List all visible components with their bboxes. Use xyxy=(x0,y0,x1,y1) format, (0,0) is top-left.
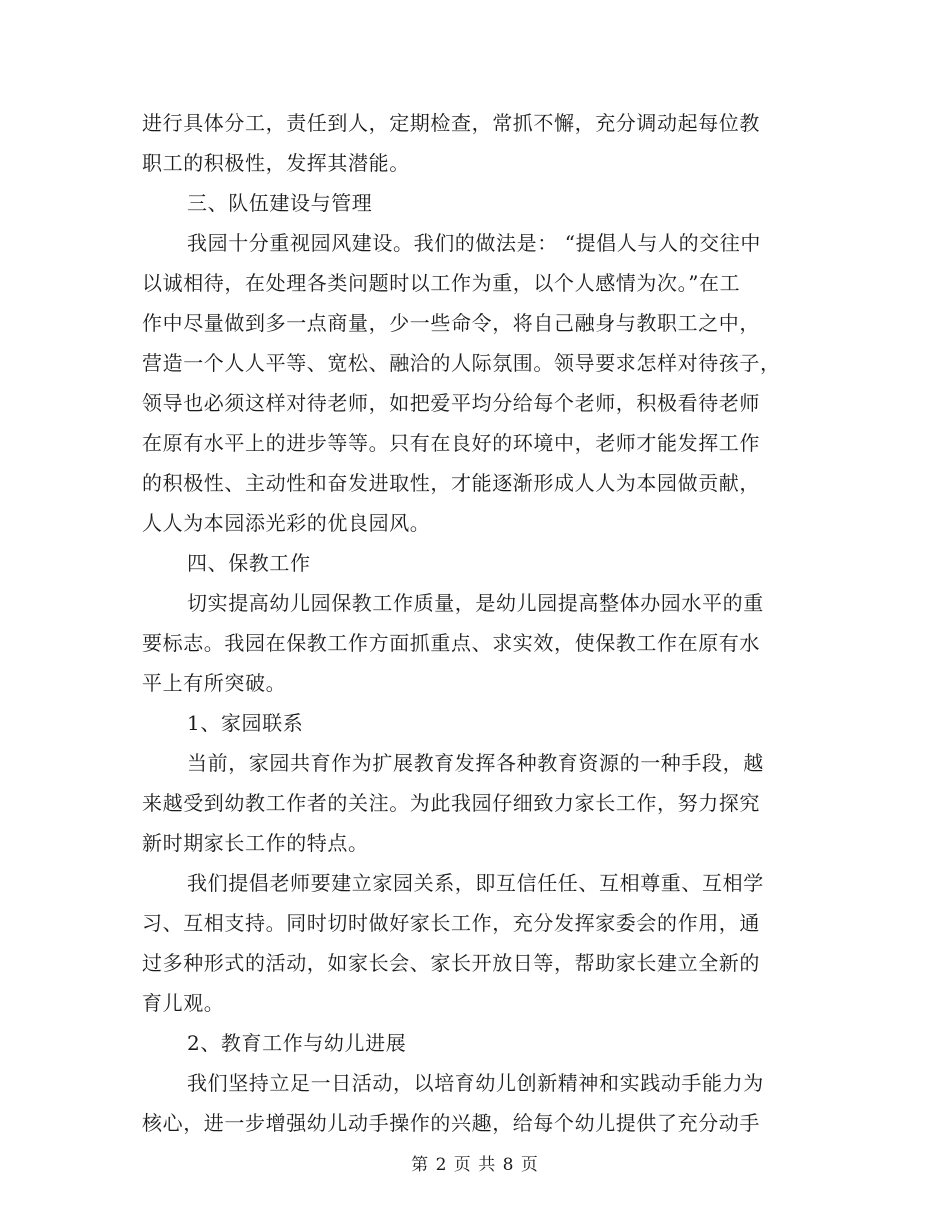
text-line: 四、保教工作 xyxy=(187,551,311,575)
text-line: 平上有所突破。 xyxy=(142,671,287,695)
text-line: 育儿观。 xyxy=(142,991,225,1015)
text-line: 我们提倡老师要建立家园关系，即互信任任、互相尊重、互相学 xyxy=(187,871,764,895)
document-body xyxy=(142,103,807,1143)
text-line: 以诚相待，在处理各类问题时以工作为重，以个人感情为次。”在工 xyxy=(142,271,741,295)
text-line: 的积极性、主动性和奋发进取性，才能逐渐形成人人为本园做贡献， xyxy=(142,471,760,495)
text-line: 三、队伍建设与管理 xyxy=(187,191,373,215)
text-line: 习、互相支持。同时切时做好家长工作，充分发挥家委会的作用，通 xyxy=(142,911,760,935)
text-line: 2、教育工作与幼儿进展 xyxy=(187,1031,407,1055)
text-line: 1、家园联系 xyxy=(187,711,304,735)
text-line: 进行具体分工，责任到人，定期检查，常抓不懈，充分调动起每位教 xyxy=(142,111,760,135)
text-line: 我们坚持立足一日活动，以培育幼儿创新精神和实践动手能力为 xyxy=(187,1071,764,1095)
text-line: 当前，家园共育作为扩展教育发挥各种教育资源的一种手段，越 xyxy=(187,751,764,775)
text-line: 人人为本园添光彩的优良园风。 xyxy=(142,511,431,535)
text-line: 作中尽量做到多一点商量，少一些命令，将自己融身与教职工之中， xyxy=(142,311,760,335)
text-line: 职工的积极性，发挥其潜能。 xyxy=(142,151,410,175)
text-line: 领导也必须这样对待老师，如把爱平均分给每个老师，积极看待老师 xyxy=(142,391,760,415)
text-line: 核心，进一步增强幼儿动手操作的兴趣，给每个幼儿提供了充分动手 xyxy=(142,1111,760,1135)
text-line: 切实提高幼儿园保教工作质量，是幼儿园提高整体办园水平的重 xyxy=(187,591,764,615)
page-footer: 第 2 页 共 8 页 xyxy=(411,1155,539,1175)
text-line: 营造一个人人平等、宽松、融洽的人际氛围。领导要求怎样对待孩子， xyxy=(142,351,781,375)
text-line: 我园十分重视园风建设。我们的做法是： “提倡人与人的交往中 xyxy=(187,231,761,255)
text-line: 要标志。我园在保教工作方面抓重点、求实效，使保教工作在原有水 xyxy=(142,631,760,655)
text-line: 来越受到幼教工作者的关注。为此我园仔细致力家长工作，努力探究 xyxy=(142,791,760,815)
text-line: 新时期家长工作的特点。 xyxy=(142,831,369,855)
text-line: 过多种形式的活动，如家长会、家长开放日等，帮助家长建立全新的 xyxy=(142,951,760,975)
text-line: 在原有水平上的进步等等。只有在良好的环境中，老师才能发挥工作 xyxy=(142,431,760,455)
